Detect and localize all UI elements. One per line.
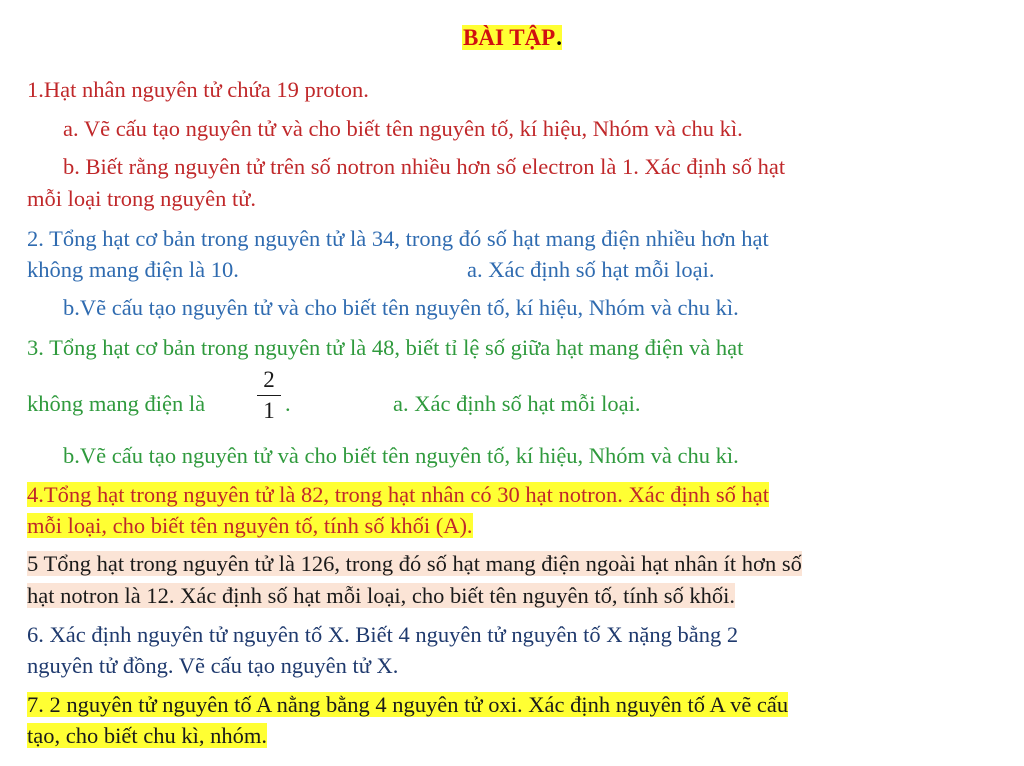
ex1-part-a: a. Vẽ cấu tạo nguyên tử và cho biết tên nguyên tố, kí hiệu, Nhóm và chu kì. <box>63 116 743 141</box>
ex3-part-b: b.Vẽ cấu tạo nguyên tử và cho biết tên nguyên tố, kí hiệu, Nhóm và chu kì. <box>63 443 739 468</box>
ex3-ratio-fraction <box>257 366 281 425</box>
ex7-line1 <box>27 689 788 720</box>
ex4-line2-text: mỗi loại, cho biết tên nguyên tố, tính số khối (A). <box>27 513 473 538</box>
ex7-line2-text: tạo, cho biết chu kì, nhóm. <box>27 723 267 748</box>
ex6-line2: nguyên tử đồng. Vẽ cấu tạo nguyên tử X. <box>27 653 399 678</box>
ex3-line1: 3. Tổng hạt cơ bản trong nguyên tử là 48, biết tỉ lệ số giữa hạt mang điện và hạt <box>27 335 744 360</box>
ex5-line2-text: hạt notron là 12. Xác định số hạt mỗi loại, cho biết tên nguyên tố, tính số khối. <box>27 583 736 608</box>
title-punct: . <box>556 25 562 50</box>
page-title <box>0 22 1024 54</box>
ex4-line1-text: 4.Tổng hạt trong nguyên tử là 82, trong hạt nhân có 30 hạt notron. Xác định số hạt <box>27 482 770 507</box>
ex3-line2-end: . <box>285 391 291 416</box>
ex4-line2 <box>27 510 473 541</box>
ex1-part-b-line2: mỗi loại trong nguyên tử. <box>27 186 257 211</box>
ex5-line1-text: 5 Tổng hạt trong nguyên tử là 126, trong đó số hạt mang điện ngoài hạt nhân ít hơn số <box>27 551 802 576</box>
ex2-line2: không mang điện là 10. <box>27 257 239 282</box>
ex2-line1: 2. Tổng hạt cơ bản trong nguyên tử là 34, trong đó số hạt mang điện nhiều hơn hạt <box>27 226 769 251</box>
ex6-line1: 6. Xác định nguyên tử nguyên tố X. Biết 4 nguyên tử nguyên tố X nặng bằng 2 <box>27 622 739 647</box>
ex4-line1 <box>27 479 769 510</box>
ex5-line1 <box>27 548 802 579</box>
ex7-line1-text: 7. 2 nguyên tử nguyên tố A nằng bằng 4 nguyên tử oxi. Xác định nguyên tố A vẽ cấu <box>27 692 789 717</box>
ex1-stem: 1.Hạt nhân nguyên tử chứa 19 proton. <box>27 77 369 102</box>
ex3-line2: không mang điện là <box>27 391 206 416</box>
ex1-part-b-line1: b. Biết rằng nguyên tử trên số notron nhiều hơn số electron là 1. Xác định số hạt <box>63 154 786 179</box>
fraction-numerator: 2 <box>263 367 275 392</box>
fraction-denominator: 1 <box>263 398 275 423</box>
ex3-part-a: a. Xác định số hạt mỗi loại. <box>393 391 641 416</box>
ex7-line2 <box>27 720 267 751</box>
ex2-part-a: a. Xác định số hạt mỗi loại. <box>467 257 715 282</box>
ex2-part-b: b.Vẽ cấu tạo nguyên tử và cho biết tên nguyên tố, kí hiệu, Nhóm và chu kì. <box>63 295 739 320</box>
title-text: BÀI TẬP <box>463 25 556 50</box>
fraction-bar <box>257 395 281 396</box>
ex5-line2 <box>27 580 735 611</box>
